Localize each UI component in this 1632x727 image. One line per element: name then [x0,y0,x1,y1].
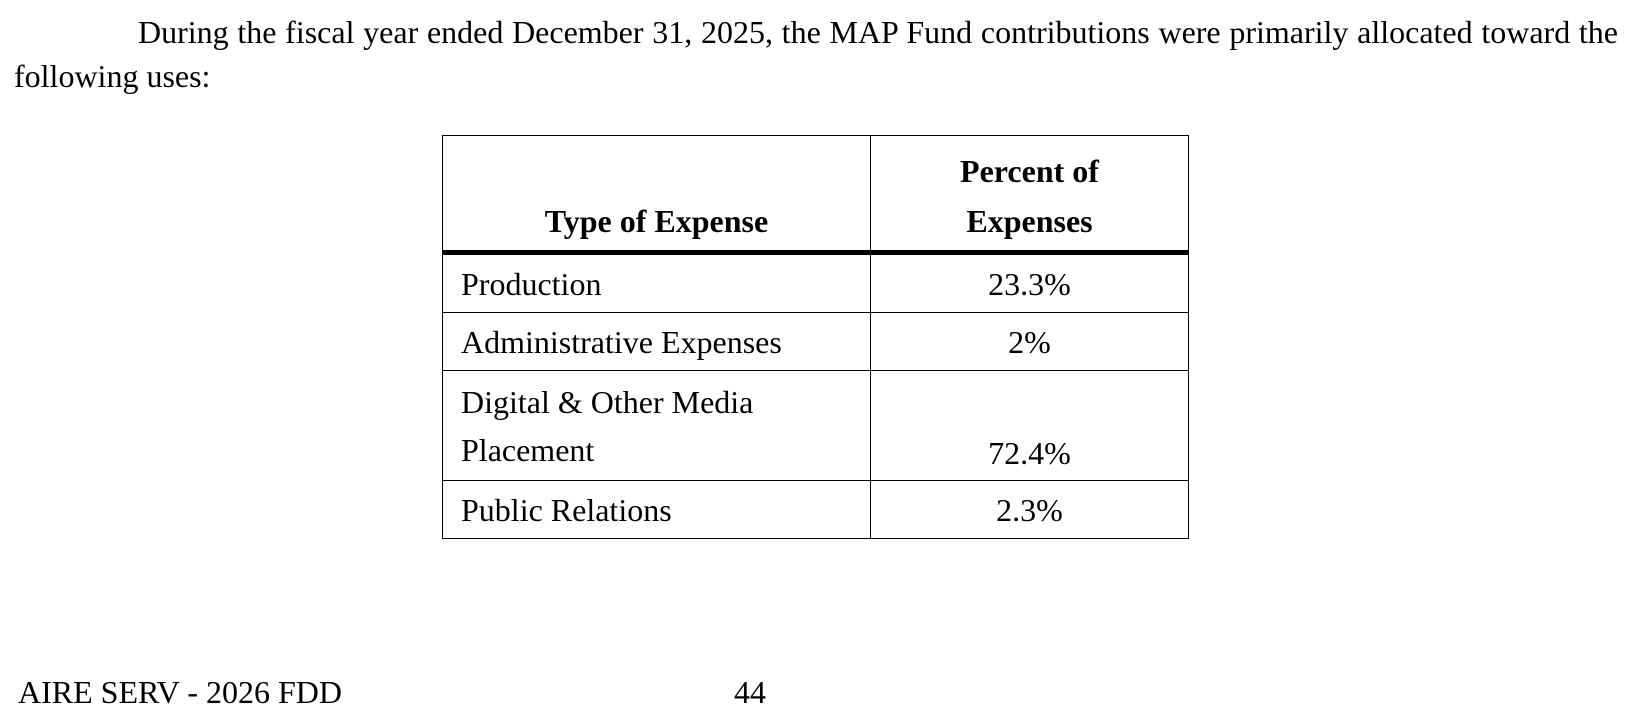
intro-paragraph: During the fiscal year ended December 31, 2025, the MAP Fund contributions were primarily allocated toward the following uses: [14,14,1618,94]
footer-document-title: AIRE SERV - 2026 FDD [18,674,342,710]
expense-type-line2: Placement [461,431,595,468]
table-row [443,313,1189,371]
table-row [443,253,1189,313]
expense-type-line1: Digital & Other Media [461,383,754,420]
column-header-percent-line1: Percent of [960,153,1099,189]
column-header-percent [871,136,1189,253]
expense-percent-cell: 23.3% [871,253,1189,313]
expense-percent-cell: 2% [871,313,1189,371]
expense-percent-cell: 2.3% [871,481,1189,539]
expense-type-cell: Production [443,253,871,313]
page-number: 44 [734,674,766,710]
column-header-type: Type of Expense [443,136,871,253]
table-row [443,481,1189,539]
column-header-percent-line2: Expenses [966,203,1093,239]
table-row [443,371,1189,481]
expense-type-cell: Administrative Expenses [443,313,871,371]
expense-type-cell [443,371,871,481]
expense-percent-cell: 72.4% [871,371,1189,481]
expense-type-cell: Public Relations [443,481,871,539]
table-header-row [443,136,1189,253]
expense-table [442,135,1189,539]
